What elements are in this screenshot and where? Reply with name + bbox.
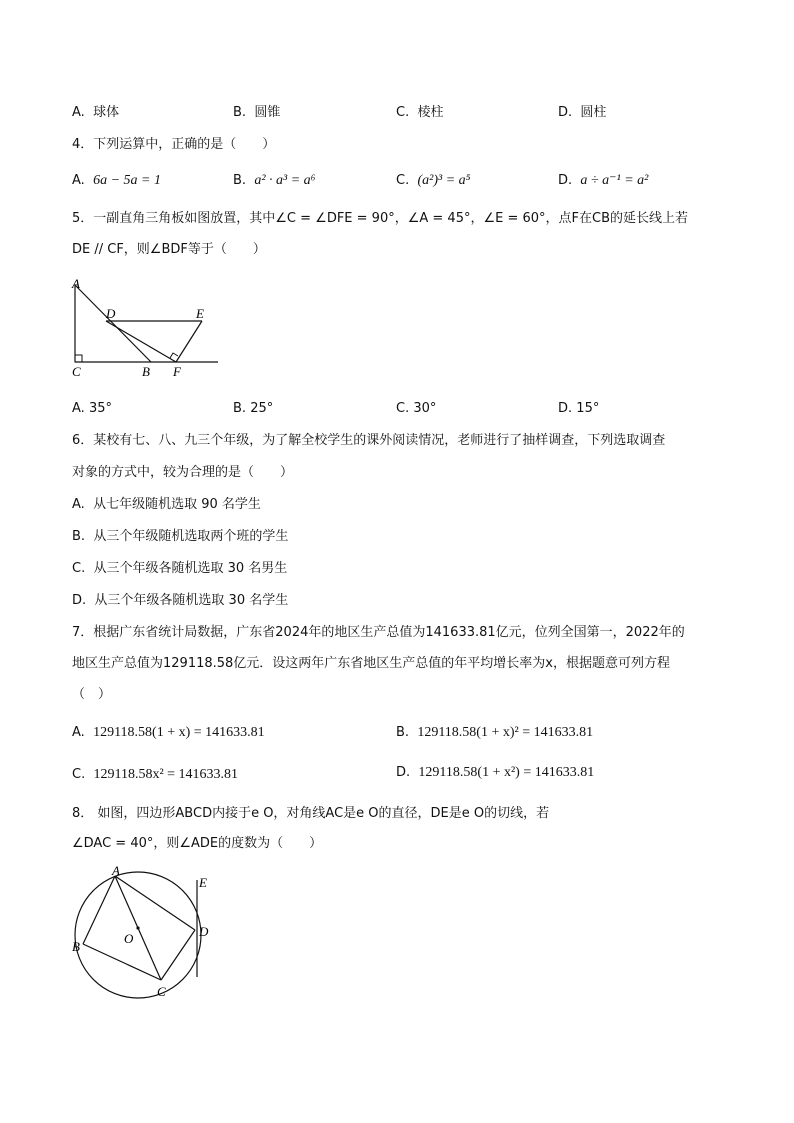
q5-label-c: C [72, 364, 81, 379]
q7-stem-line3: （ ） [72, 687, 112, 702]
q7-option-b: B. 129118.58(1 + x)² = 141633.81 [396, 725, 594, 740]
q8-stem-line2: ∠DAC = 40°，则∠ADE的度数为（ ） [72, 836, 323, 851]
q5-option-b: B. 25° [233, 401, 274, 416]
q8-label-a: A [112, 865, 120, 878]
q7-option-d: D. 129118.58(1 + x²) = 141633.81 [396, 765, 595, 780]
q5-label-b: B [142, 364, 150, 379]
q8-stem-line1: 8． 如图，四边形ABCD内接于e O，对角线AC是e O的直径，DE是e O的切线，若 [72, 806, 550, 821]
q4-stem: 4．下列运算中，正确的是（ ） [72, 137, 276, 152]
q5-label-f: F [173, 364, 181, 379]
q3-option-b: B. 圆锥 [233, 105, 281, 120]
q8-label-b: B [72, 939, 80, 954]
q8-label-c: C [157, 984, 166, 999]
q3-option-c: C. 棱柱 [396, 105, 444, 120]
q6-option-c: C. 从三个年级各随机选取 30 名男生 [72, 561, 288, 576]
q7-option-a: A. 129118.58(1 + x) = 141633.81 [72, 725, 265, 740]
q4-option-a: A. 6a − 5a = 1 [72, 173, 161, 188]
q3-option-d: D. 圆柱 [558, 105, 607, 120]
q6-stem-line2: 对象的方式中，较为合理的是（ ） [72, 465, 294, 480]
q8-label-d: D [199, 924, 209, 939]
q8-label-e: E [199, 875, 207, 890]
q7-option-c: C. 129118.58x² = 141633.81 [72, 767, 239, 782]
q4-option-c: C. (a²)³ = a⁵ [396, 173, 471, 188]
q5-stem-line1: 5．一副直角三角板如图放置，其中∠C = ∠DFE = 90°，∠A = 45°，∠E = 60°，点F在CB的延长线上若 [72, 211, 689, 226]
q7-stem-line1: 7．根据广东省统计局数据，广东省2024年的地区生产总值为141633.81亿元，位列全国第一，2022年的 [72, 625, 685, 640]
q5-label-d: D [106, 306, 116, 321]
q5-stem-line2: DE // CF，则∠BDF等于（ ） [72, 242, 266, 257]
q6-option-a: A. 从七年级随机选取 90 名学生 [72, 497, 261, 512]
q6-option-d: D. 从三个年级各随机选取 30 名学生 [72, 593, 289, 608]
q5-label-e: E [196, 306, 204, 321]
q3-option-a: A. 球体 [72, 105, 120, 120]
q6-stem-line1: 6．某校有七、八、九三个年级，为了解全校学生的课外阅读情况，老师进行了抽样调查，下列选取调查 [72, 433, 666, 448]
q5-label-a: A [72, 276, 80, 291]
q5-triangle-figure [66, 276, 226, 380]
q4-option-d: D. a ÷ a⁻¹ = a² [558, 173, 649, 188]
q5-option-d: D. 15° [558, 401, 600, 416]
q8-label-o: O [124, 931, 134, 946]
q6-option-b: B. 从三个年级随机选取两个班的学生 [72, 529, 289, 544]
q7-stem-line2: 地区生产总值为129118.58亿元．设这两年广东省地区生产总值的年平均增长率为x，根据题意可列方程 [72, 656, 670, 671]
q4-option-b: B. a² · a³ = a⁶ [233, 173, 316, 188]
q5-option-c: C. 30° [396, 401, 437, 416]
q5-option-a: A. 35° [72, 401, 112, 416]
q8-circle-figure [66, 865, 216, 1003]
